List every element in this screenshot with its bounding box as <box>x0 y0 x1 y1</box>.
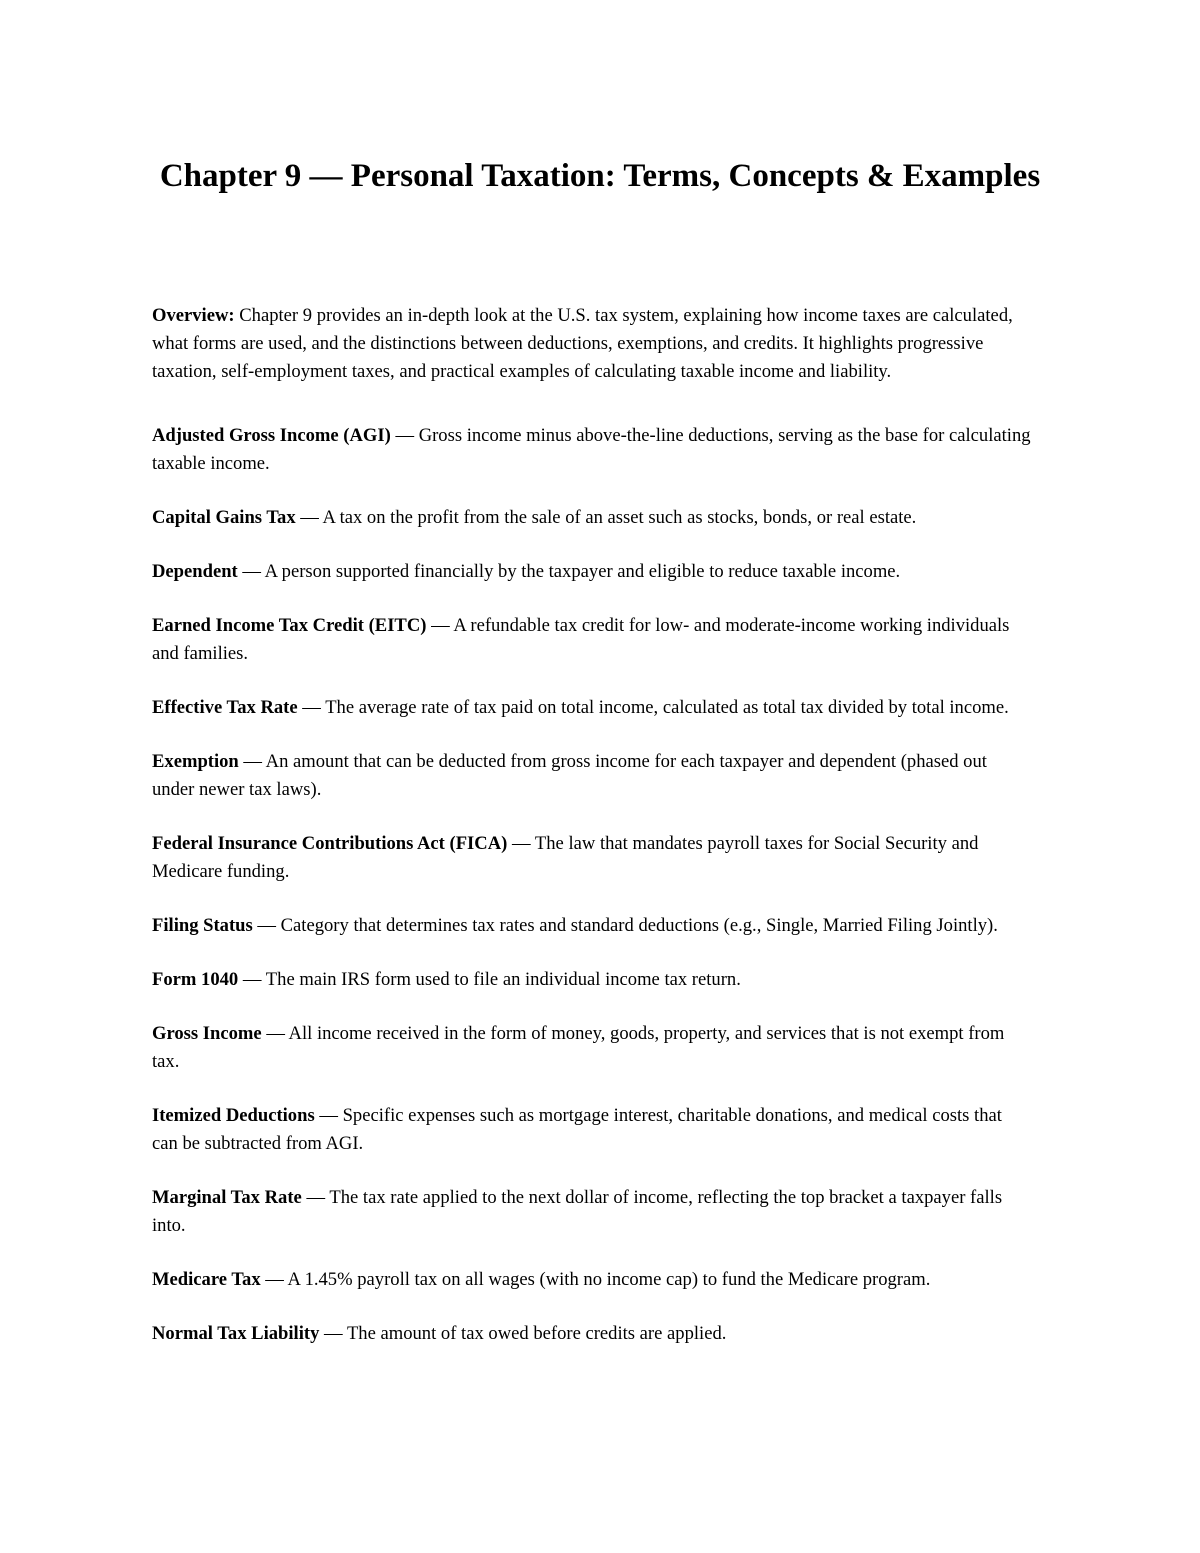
glossary-definition: Gross income minus above-the-line deductions, serving as the base for calculating taxable income. <box>152 425 1031 474</box>
glossary-term: Effective Tax Rate <box>152 697 298 718</box>
glossary-entry: Medicare Tax — A 1.45% payroll tax on all wages (with no income cap) to fund the Medicare program. <box>152 1269 931 1290</box>
glossary-entry: Effective Tax Rate — The average rate of tax paid on total income, calculated as total tax divided by total income. <box>152 697 1009 718</box>
glossary-definition: Category that determines tax rates and standard deductions (e.g., Single, Married Filing Jointly). <box>280 915 998 936</box>
glossary-term: Exemption <box>152 751 239 772</box>
glossary-entry: Exemption — An amount that can be deducted from gross income for each taxpayer and dependent (phased out under newer tax laws). <box>152 751 987 800</box>
document-body <box>152 302 1032 1374</box>
overview-paragraph <box>152 302 1032 386</box>
glossary-entry: Marginal Tax Rate — The tax rate applied to the next dollar of income, reflecting the top bracket a taxpayer falls into. <box>152 1187 1003 1236</box>
glossary-definition: The tax rate applied to the next dollar of income, reflecting the top bracket a taxpayer falls into. <box>152 1187 1003 1236</box>
glossary-entry: Gross Income — All income received in the form of money, goods, property, and services that is not exempt from tax. <box>152 1023 1005 1072</box>
glossary-definition: A tax on the profit from the sale of an asset such as stocks, bonds, or real estate. <box>322 507 917 528</box>
overview-label: Overview: <box>152 305 235 326</box>
glossary-term: Marginal Tax Rate <box>152 1187 302 1208</box>
glossary-term: Filing Status <box>152 915 253 936</box>
document-title: Chapter 9 — Personal Taxation: Terms, Concepts & Examples <box>159 158 1041 194</box>
glossary-entry: Itemized Deductions — Specific expenses such as mortgage interest, charitable donations, and medical costs that can be subtracted from AGI. <box>152 1105 1002 1154</box>
glossary-entry: Filing Status — Category that determines tax rates and standard deductions (e.g., Single, Married Filing Jointly). <box>152 915 998 936</box>
glossary-term: Earned Income Tax Credit (EITC) <box>152 615 427 636</box>
glossary-entry: Adjusted Gross Income (AGI) — Gross income minus above-the-line deductions, serving as the base for calculating taxable income. <box>152 425 1031 474</box>
glossary-definition: A refundable tax credit for low- and moderate-income working individuals and families. <box>152 615 1010 664</box>
glossary-definition: A 1.45% payroll tax on all wages (with no income cap) to fund the Medicare program. <box>287 1269 931 1290</box>
glossary-term: Dependent <box>152 561 238 582</box>
glossary-definition: The average rate of tax paid on total income, calculated as total tax divided by total income. <box>325 697 1009 718</box>
glossary-entry: Normal Tax Liability — The amount of tax owed before credits are applied. <box>152 1323 727 1344</box>
glossary-term: Medicare Tax <box>152 1269 261 1290</box>
glossary-definition: Specific expenses such as mortgage interest, charitable donations, and medical costs that can be subtracted from AGI. <box>152 1105 1002 1154</box>
glossary-definition: All income received in the form of money, goods, property, and services that is not exempt from tax. <box>152 1023 1005 1072</box>
glossary-entry: Dependent — A person supported financially by the taxpayer and eligible to reduce taxable income. <box>152 561 901 582</box>
glossary-term: Gross Income <box>152 1023 262 1044</box>
glossary-term: Form 1040 <box>152 969 239 990</box>
glossary-definition: An amount that can be deducted from gross income for each taxpayer and dependent (phased out under newer tax laws). <box>152 751 987 800</box>
glossary-term: Federal Insurance Contributions Act (FICA) <box>152 833 508 854</box>
glossary-term: Adjusted Gross Income (AGI) <box>152 425 391 446</box>
glossary-definition: A person supported financially by the taxpayer and eligible to reduce taxable income. <box>264 561 901 582</box>
glossary-term: Normal Tax Liability <box>152 1323 320 1344</box>
glossary-term: Capital Gains Tax <box>152 507 296 528</box>
glossary-definition: The main IRS form used to file an individual income tax return. <box>265 969 741 990</box>
glossary-entry: Capital Gains Tax — A tax on the profit from the sale of an asset such as stocks, bonds, or real estate. <box>152 507 917 528</box>
glossary-definition: The amount of tax owed before credits are applied. <box>346 1323 727 1344</box>
glossary-definition: The law that mandates payroll taxes for Social Security and Medicare funding. <box>152 833 979 882</box>
glossary-entry: Federal Insurance Contributions Act (FICA) — The law that mandates payroll taxes for Social Security and Medicare funding. <box>152 833 979 882</box>
glossary-entry: Earned Income Tax Credit (EITC) — A refundable tax credit for low- and moderate-income working individuals and families. <box>152 615 1010 664</box>
glossary-entry: Form 1040 — The main IRS form used to file an individual income tax return. <box>152 969 741 990</box>
overview-text: Chapter 9 provides an in-depth look at the U.S. tax system, explaining how income taxes are calculated, what forms are used, and the distinctions between deductions, exemptions, and credits. It highlights progressive taxation, self-employment taxes, and practical examples of calculating taxable income and liability. <box>152 305 1013 382</box>
glossary-term: Itemized Deductions <box>152 1105 315 1126</box>
